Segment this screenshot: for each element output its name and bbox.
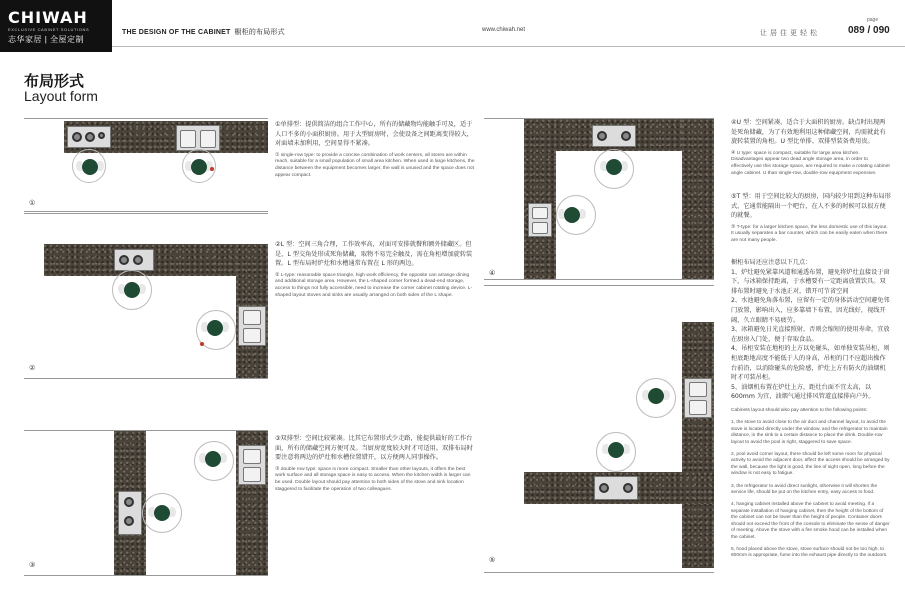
section-title-en: Layout form xyxy=(24,88,98,104)
website-url: www.chiwah.net xyxy=(482,27,526,33)
person-top-view-icon xyxy=(82,159,98,175)
person-top-view-icon xyxy=(606,159,622,175)
sink-icon xyxy=(238,445,266,485)
layout-diagram-double-row xyxy=(24,430,268,576)
t-type-description xyxy=(731,192,891,245)
stove-icon xyxy=(592,125,636,147)
notes-en-item: 4, hanging cabinet installed above the cabinet to avoid meeting. If a separate installation of hanging cabinet, then the height of the bottom of the cabinet can not be lower than the height of people. Container doors should not exceed the front of the console to eliminate the sense of danger of meeting. Above the stove with a fire smoke hood can be installed when the cabinet. xyxy=(731,502,890,540)
person-top-view-icon xyxy=(191,159,207,175)
notes-cn-item: 1、炉灶避免紧靠风道和通透布置，避免将炉灶直接设于窗下，与冰箱保持距离，于水槽要有一定距离放置饮具。双排布置时避免于水池正对，错开可节省空间 xyxy=(731,268,890,295)
sink-icon xyxy=(238,306,266,346)
t-type-text-en: ⑤ T-type: for a larger kitchen space, the less domestic use of this layout. It usually separates a bar counter, which can be easily eaten when there are not many people. xyxy=(731,224,888,243)
double-row-text-cn: ③双排型：空间比较紧凑。比其它布置形式少走路，能提供最好的工作台面，所有的储藏空间方便可及。当厨房宽度较大时才可适用。双排布局时要注意将两边的炉灶和水槽位置错开，以方便两人同事操作。 xyxy=(275,435,473,462)
person-top-view-icon xyxy=(205,451,221,467)
section-title-cn: 布局形式 xyxy=(24,72,85,90)
notes-cn-item: 5、油烟机布置在炉灶上方，距灶台面不宜太高，以600mm 为宜，油烟气通过排风管道直接排向户外。 xyxy=(731,383,875,401)
page-number: 089 / 090 xyxy=(848,25,890,36)
person-top-view-icon xyxy=(207,320,223,336)
diagram-number: ⑤ xyxy=(489,557,496,564)
countertop xyxy=(524,119,556,280)
l-type-text-en: ② L-type: reasonable space triangle, high work efficiency, the opposite can arrange dining and additional storage area. However, the L-shaped corner formed a dead-end storage, access to things not fully accessible, need to increase the corner cabinet rotating device. L-shaped layout stoves and sinks are usually arranged on both sides of the L shape. xyxy=(275,272,473,298)
stove-icon xyxy=(118,491,142,535)
diagram-number: ④ xyxy=(489,270,496,277)
layout-notes-en xyxy=(731,408,891,560)
layout-diagram-t-type xyxy=(484,285,714,573)
notes-cn-heading: 橱柜布局还应注意以下几点： xyxy=(731,259,812,266)
diagram-number: ① xyxy=(29,200,36,207)
logo-tagline: EXCLUSIVE CABINET SOLUTIONS xyxy=(8,27,90,32)
stove-icon xyxy=(594,476,638,500)
u-type-text-en: ④ U type: space is compact, suitable for large area kitchen. Disadvantages appear two dead angle storage area, in order to effectively use this storage space, are required to make a rotating cabinet angle cabinet. U than single-row, double-row equipment expensive. xyxy=(731,150,890,176)
brand-logo xyxy=(0,0,112,52)
layout-diagram-u-type xyxy=(484,118,714,280)
countertop xyxy=(44,244,268,276)
single-row-text-cn: ①单排型：提供简洁的组合工作中心，所有的储藏物均能触手可及，适于人口不多的小面积厨房。用于大型厨房时，会使设备之间距离变得较大，对面墙未加利用，空间显得不紧凑。 xyxy=(275,121,473,148)
stove-icon xyxy=(67,126,111,148)
hand-marker xyxy=(210,167,214,171)
layout-diagram-single-row xyxy=(24,118,268,212)
notes-en-item: 3, the refrigerator to avoid direct sunlight, otherwise it will shorten the service life, should be put on the kitchen entry, easy access to food. xyxy=(731,483,878,496)
layout-notes-cn xyxy=(731,258,891,402)
page-label: page xyxy=(867,17,879,23)
stove-icon xyxy=(114,249,154,271)
diagram-number: ③ xyxy=(29,562,36,569)
double-row-description xyxy=(275,434,475,493)
hand-marker xyxy=(200,342,204,346)
notes-en-heading: Cabinets layout should also pay attention to the following points: xyxy=(731,408,868,413)
sink-icon xyxy=(528,203,552,237)
sink-icon xyxy=(176,125,220,151)
header-divider xyxy=(112,46,905,47)
t-type-text-cn: ⑤T 型：用于空间比较大的厨房，国内较少用到这种布局形式，它通常能隔出一个吧台，在人不多的时候可以很方便的就餐。 xyxy=(731,193,891,220)
notes-en-item: 5, hood placed above the stove, stove surface should not be too high, to 600mm is appropriate, fume into the exhaust pipe directly to the outdoors. xyxy=(731,546,888,559)
person-top-view-icon xyxy=(124,282,140,298)
notes-cn-item: 3、冰箱避免日光直接照射，否则会缩短的使用寿命，宜放在厨房入门处，便于存取食品。 xyxy=(731,326,890,343)
single-row-description xyxy=(275,120,475,179)
countertop xyxy=(682,119,714,280)
l-type-text-cn: ②L 型：空间三角合理，工作效率高，对面可安排就餐和额外储藏区。但是，L 型交角处形成死角储藏，取物不易完全触及，需在角柜增加旋转装置。L 型布局时炉灶和水槽通常布置在 L 形的两边。 xyxy=(275,241,473,268)
document-title-cn: 橱柜的布局形式 xyxy=(234,29,285,36)
sink-icon xyxy=(684,378,712,418)
notes-en-item: 1, the stove to avoid close to the air duct and channel layout, to avoid the stove is located directly under the window, and the refrigerator to maintain distance, in the sink to a certain distance to place the drink. Double-row layout to avoid the pool is right, staggered to save space. xyxy=(731,420,888,445)
u-type-text-cn: ④U 型：空间紧凑，适合于大面积的厨房。缺点时出现两处死角储藏，为了有效地利用这种储藏空间，均需就此有旋转装置的角柜。U 型比单排、双排型装备费用贵。 xyxy=(731,119,886,146)
diagram-number: ② xyxy=(29,365,36,372)
person-top-view-icon xyxy=(648,388,664,404)
document-title xyxy=(122,27,285,37)
notes-cn-item: 2、水池避免角落布置，应留有一定的身体活动空间避免邻门放置，影响出入，应多靠墙下布置，因光线好，视线开阔，久立眼睛不易疲劳。 xyxy=(731,297,890,324)
slogan: 让居住更轻松 xyxy=(760,30,820,37)
single-row-text-en: ① single-row type: to provide a concise combination of work centers, all stores are within reach, suitable for a small population of small area kitchen. When used in large kitchens, the distance between the equipment becomes larger, the wall is unused and the space does not appear compact. xyxy=(275,152,475,178)
l-type-description xyxy=(275,240,475,299)
notes-en-item: 2, pool avoid corner layout, there should be left some room for physical activity to avoid the adjacent door, affect the access should be arranged by the wall, because the light is good, the line of sight open, long before the window is not easy to fatigue. xyxy=(731,452,890,477)
u-type-description xyxy=(731,118,891,177)
layout-diagram-l-type xyxy=(24,213,268,379)
countertop xyxy=(682,322,714,568)
document-title-en: THE DESIGN OF THE CABINET xyxy=(122,29,231,36)
logo-wordmark: CHIWAH xyxy=(8,8,88,27)
notes-cn-item: 4、吊柜安装在地柜的上方以免碰头，如单独安装吊柜，则柜底距地高度不能低于人的身高，吊柜的门不应超出操作台前沿，以消除碰头的危险感，炉灶上方有防火的油烟机时才可装吊柜。 xyxy=(731,345,890,382)
person-top-view-icon xyxy=(608,442,624,458)
double-row-text-en: ③ double row type: space is more compact. Smaller than other layouts, it offers the best work surface and all storage space is easy to access. When the kitchen width is larger can be used. Double layout should pay attention to both sides of the stove and sink location staggered to facilitate the operation of two colleagues. xyxy=(275,466,471,492)
person-top-view-icon xyxy=(154,505,170,521)
person-top-view-icon xyxy=(564,207,580,223)
logo-chinese: 志华家居 | 全屋定制 xyxy=(8,35,85,44)
